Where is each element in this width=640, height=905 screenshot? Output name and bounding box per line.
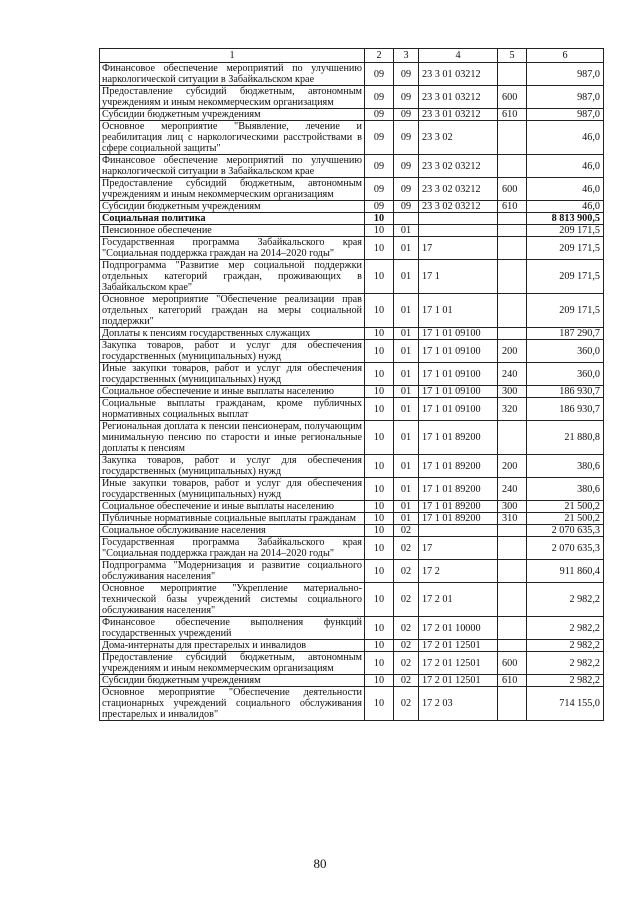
cell-section: 09 — [365, 121, 394, 155]
table-row — [100, 155, 604, 178]
cell-section: 10 — [365, 294, 394, 328]
cell-amount: 987,0 — [527, 63, 604, 86]
cell-target-article: 23 3 02 03212 — [419, 201, 498, 213]
cell-amount: 209 171,5 — [527, 260, 604, 294]
table-row — [100, 501, 604, 513]
cell-amount: 714 155,0 — [527, 687, 604, 721]
cell-amount: 46,0 — [527, 178, 604, 201]
cell-amount: 46,0 — [527, 155, 604, 178]
cell-name: Иные закупки товаров, работ и услуг для обеспечения государственных (муниципальных) нужд — [100, 363, 365, 386]
cell-expense-type — [498, 225, 527, 237]
cell-section: 10 — [365, 478, 394, 501]
table-header-row — [100, 49, 604, 63]
cell-name: Основное мероприятие "Обеспечение реализации прав отдельных категорий граждан на меры социальной поддержки" — [100, 294, 365, 328]
cell-section: 09 — [365, 63, 394, 86]
cell-expense-type: 300 — [498, 386, 527, 398]
table-row — [100, 537, 604, 560]
cell-section: 10 — [365, 652, 394, 675]
cell-amount: 987,0 — [527, 109, 604, 121]
header-cell-6: 6 — [527, 49, 604, 63]
cell-name: Социальное обслуживание населения — [100, 525, 365, 537]
cell-name: Социальные выплаты гражданам, кроме публичных нормативных социальных выплат — [100, 398, 365, 421]
table-row — [100, 201, 604, 213]
table-row — [100, 617, 604, 640]
cell-subsection: 01 — [394, 398, 419, 421]
cell-expense-type: 240 — [498, 478, 527, 501]
cell-section: 10 — [365, 525, 394, 537]
cell-target-article — [419, 225, 498, 237]
cell-subsection: 01 — [394, 260, 419, 294]
cell-subsection: 01 — [394, 501, 419, 513]
cell-amount: 2 982,2 — [527, 617, 604, 640]
cell-name: Предоставление субсидий бюджетным, автономным учреждениям и иным некоммерческим организациям — [100, 178, 365, 201]
cell-section: 10 — [365, 640, 394, 652]
cell-name: Иные закупки товаров, работ и услуг для обеспечения государственных (муниципальных) нужд — [100, 478, 365, 501]
cell-name: Социальное обеспечение и иные выплаты населению — [100, 501, 365, 513]
table-row — [100, 178, 604, 201]
cell-target-article: 23 3 01 03212 — [419, 63, 498, 86]
cell-target-article: 17 1 01 89200 — [419, 501, 498, 513]
cell-amount: 209 171,5 — [527, 237, 604, 260]
cell-target-article: 17 1 01 89200 — [419, 513, 498, 525]
cell-section: 10 — [365, 421, 394, 455]
cell-expense-type: 610 — [498, 201, 527, 213]
cell-amount: 2 982,2 — [527, 583, 604, 617]
cell-subsection: 09 — [394, 178, 419, 201]
cell-target-article: 17 1 — [419, 260, 498, 294]
cell-name: Основное мероприятие "Укрепление материально-технической базы учреждений системы социального обслуживания населения" — [100, 583, 365, 617]
cell-amount: 911 860,4 — [527, 560, 604, 583]
cell-amount: 8 813 900,5 — [527, 213, 604, 225]
cell-target-article: 17 1 01 09100 — [419, 328, 498, 340]
cell-section: 10 — [365, 537, 394, 560]
table-row — [100, 213, 604, 225]
cell-subsection: 09 — [394, 201, 419, 213]
table-row — [100, 421, 604, 455]
cell-target-article: 17 2 01 12501 — [419, 675, 498, 687]
cell-amount: 2 070 635,3 — [527, 537, 604, 560]
cell-section: 09 — [365, 155, 394, 178]
cell-section: 10 — [365, 398, 394, 421]
cell-target-article: 17 1 01 09100 — [419, 363, 498, 386]
cell-target-article: 17 2 01 10000 — [419, 617, 498, 640]
cell-target-article: 17 2 03 — [419, 687, 498, 721]
cell-expense-type — [498, 294, 527, 328]
cell-expense-type — [498, 121, 527, 155]
cell-amount: 380,6 — [527, 478, 604, 501]
cell-name: Подпрограмма "Развитие мер социальной поддержки отдельных категорий граждан, проживающих в Забайкальском крае" — [100, 260, 365, 294]
cell-expense-type: 610 — [498, 675, 527, 687]
cell-name: Предоставление субсидий бюджетным, автономным учреждениям и иным некоммерческим организациям — [100, 652, 365, 675]
cell-target-article: 17 1 01 89200 — [419, 421, 498, 455]
cell-expense-type — [498, 525, 527, 537]
cell-name: Подпрограмма "Модернизация и развитие социального обслуживания населения" — [100, 560, 365, 583]
cell-name: Закупка товаров, работ и услуг для обеспечения государственных (муниципальных) нужд — [100, 455, 365, 478]
cell-name: Дома-интернаты для престарелых и инвалидов — [100, 640, 365, 652]
cell-name: Субсидии бюджетным учреждениям — [100, 201, 365, 213]
cell-expense-type — [498, 537, 527, 560]
cell-name: Региональная доплата к пенсии пенсионерам, получающим минимальную пенсию по старости и иные региональные доплаты к пенсиям — [100, 421, 365, 455]
cell-target-article: 23 3 01 03212 — [419, 86, 498, 109]
cell-amount: 186 930,7 — [527, 386, 604, 398]
cell-expense-type — [498, 583, 527, 617]
cell-name: Финансовое обеспечение мероприятий по улучшению наркологической ситуации в Забайкальском крае — [100, 155, 365, 178]
table-row — [100, 398, 604, 421]
table-row — [100, 260, 604, 294]
table-body — [100, 49, 604, 721]
cell-subsection: 02 — [394, 652, 419, 675]
cell-amount: 209 171,5 — [527, 225, 604, 237]
cell-subsection: 09 — [394, 121, 419, 155]
cell-subsection — [394, 213, 419, 225]
cell-name: Пенсионное обеспечение — [100, 225, 365, 237]
cell-name: Социальная политика — [100, 213, 365, 225]
table-row — [100, 121, 604, 155]
cell-expense-type — [498, 328, 527, 340]
cell-expense-type — [498, 687, 527, 721]
cell-amount: 360,0 — [527, 363, 604, 386]
table-row — [100, 513, 604, 525]
cell-subsection: 02 — [394, 560, 419, 583]
header-cell-2: 2 — [365, 49, 394, 63]
cell-name: Финансовое обеспечение мероприятий по улучшению наркологической ситуации в Забайкальском крае — [100, 63, 365, 86]
table-row — [100, 225, 604, 237]
table-row — [100, 525, 604, 537]
cell-section: 10 — [365, 340, 394, 363]
cell-subsection: 01 — [394, 421, 419, 455]
cell-subsection: 02 — [394, 617, 419, 640]
cell-subsection: 02 — [394, 525, 419, 537]
cell-target-article: 23 3 02 03212 — [419, 178, 498, 201]
cell-subsection: 02 — [394, 583, 419, 617]
cell-expense-type: 300 — [498, 501, 527, 513]
cell-expense-type: 240 — [498, 363, 527, 386]
cell-amount: 2 982,2 — [527, 640, 604, 652]
cell-expense-type — [498, 260, 527, 294]
table-row — [100, 363, 604, 386]
cell-name: Государственная программа Забайкальского края "Социальная поддержка граждан на 2014–2020 годы" — [100, 237, 365, 260]
cell-subsection: 09 — [394, 155, 419, 178]
cell-section: 10 — [365, 363, 394, 386]
table-row — [100, 328, 604, 340]
cell-target-article: 23 3 02 — [419, 121, 498, 155]
cell-amount: 380,6 — [527, 455, 604, 478]
cell-subsection: 01 — [394, 340, 419, 363]
cell-amount: 186 930,7 — [527, 398, 604, 421]
table-row — [100, 478, 604, 501]
cell-section: 10 — [365, 687, 394, 721]
cell-name: Основное мероприятие "Обеспечение деятельности стационарных учреждений социального обслуживания престарелых и инвалидов" — [100, 687, 365, 721]
cell-name: Основное мероприятие "Выявление, лечение и реабилитация лиц с наркологическими расстройствами в сфере социальной защиты" — [100, 121, 365, 155]
page-number: 80 — [313, 856, 327, 871]
cell-section: 10 — [365, 237, 394, 260]
table-row — [100, 237, 604, 260]
cell-target-article: 17 — [419, 237, 498, 260]
cell-amount: 21 500,2 — [527, 513, 604, 525]
cell-expense-type — [498, 237, 527, 260]
header-cell-5: 5 — [498, 49, 527, 63]
table-row — [100, 86, 604, 109]
cell-name: Предоставление субсидий бюджетным, автономным учреждениям и иным некоммерческим организациям — [100, 86, 365, 109]
cell-expense-type — [498, 213, 527, 225]
cell-amount: 987,0 — [527, 86, 604, 109]
cell-target-article: 17 — [419, 537, 498, 560]
cell-target-article: 17 2 01 12501 — [419, 652, 498, 675]
cell-section: 10 — [365, 501, 394, 513]
header-cell-4: 4 — [419, 49, 498, 63]
cell-name: Субсидии бюджетным учреждениям — [100, 675, 365, 687]
cell-expense-type — [498, 560, 527, 583]
cell-expense-type — [498, 155, 527, 178]
table-row — [100, 675, 604, 687]
cell-subsection: 01 — [394, 455, 419, 478]
cell-section: 10 — [365, 213, 394, 225]
cell-section: 10 — [365, 455, 394, 478]
cell-section: 10 — [365, 617, 394, 640]
table-row — [100, 63, 604, 86]
cell-subsection: 02 — [394, 537, 419, 560]
cell-name: Публичные нормативные социальные выплаты гражданам — [100, 513, 365, 525]
cell-section: 10 — [365, 583, 394, 617]
cell-subsection: 02 — [394, 640, 419, 652]
table-row — [100, 687, 604, 721]
cell-expense-type: 600 — [498, 86, 527, 109]
cell-section: 10 — [365, 675, 394, 687]
cell-section: 09 — [365, 201, 394, 213]
cell-expense-type — [498, 640, 527, 652]
cell-target-article: 23 3 02 03212 — [419, 155, 498, 178]
table-row — [100, 652, 604, 675]
cell-amount: 46,0 — [527, 121, 604, 155]
cell-amount: 209 171,5 — [527, 294, 604, 328]
table-row — [100, 455, 604, 478]
cell-amount: 360,0 — [527, 340, 604, 363]
cell-expense-type: 600 — [498, 178, 527, 201]
budget-table — [99, 48, 604, 721]
cell-section: 10 — [365, 225, 394, 237]
cell-subsection: 01 — [394, 225, 419, 237]
cell-amount: 2 070 635,3 — [527, 525, 604, 537]
cell-amount: 46,0 — [527, 201, 604, 213]
cell-amount: 2 982,2 — [527, 675, 604, 687]
cell-amount: 21 880,8 — [527, 421, 604, 455]
cell-expense-type: 610 — [498, 109, 527, 121]
cell-section: 10 — [365, 328, 394, 340]
cell-target-article: 23 3 01 03212 — [419, 109, 498, 121]
cell-subsection: 09 — [394, 63, 419, 86]
cell-subsection: 01 — [394, 237, 419, 260]
cell-target-article: 17 1 01 — [419, 294, 498, 328]
cell-section: 10 — [365, 513, 394, 525]
cell-subsection: 01 — [394, 478, 419, 501]
cell-amount: 21 500,2 — [527, 501, 604, 513]
cell-expense-type — [498, 617, 527, 640]
cell-expense-type: 320 — [498, 398, 527, 421]
cell-section: 09 — [365, 178, 394, 201]
table-row — [100, 340, 604, 363]
cell-target-article: 17 1 01 89200 — [419, 478, 498, 501]
cell-section: 10 — [365, 260, 394, 294]
cell-name: Доплаты к пенсиям государственных служащих — [100, 328, 365, 340]
cell-expense-type: 200 — [498, 340, 527, 363]
cell-expense-type: 200 — [498, 455, 527, 478]
table-row — [100, 109, 604, 121]
table-row — [100, 560, 604, 583]
cell-subsection: 01 — [394, 386, 419, 398]
cell-amount: 187 290,7 — [527, 328, 604, 340]
cell-name: Закупка товаров, работ и услуг для обеспечения государственных (муниципальных) нужд — [100, 340, 365, 363]
cell-target-article: 17 1 01 89200 — [419, 455, 498, 478]
cell-subsection: 01 — [394, 294, 419, 328]
table-row — [100, 386, 604, 398]
cell-name: Государственная программа Забайкальского края "Социальная поддержка граждан на 2014–2020 годы" — [100, 537, 365, 560]
cell-expense-type: 310 — [498, 513, 527, 525]
header-cell-1: 1 — [100, 49, 365, 63]
cell-name: Финансовое обеспечение выполнения функций государственных учреждений — [100, 617, 365, 640]
cell-target-article: 17 1 01 09100 — [419, 398, 498, 421]
cell-subsection: 01 — [394, 363, 419, 386]
cell-subsection: 01 — [394, 328, 419, 340]
cell-amount: 2 982,2 — [527, 652, 604, 675]
cell-name: Социальное обеспечение и иные выплаты населению — [100, 386, 365, 398]
cell-section: 10 — [365, 386, 394, 398]
table-row — [100, 583, 604, 617]
cell-subsection: 01 — [394, 513, 419, 525]
cell-section: 09 — [365, 86, 394, 109]
table-row — [100, 640, 604, 652]
cell-target-article: 17 2 — [419, 560, 498, 583]
cell-expense-type — [498, 421, 527, 455]
header-cell-3: 3 — [394, 49, 419, 63]
cell-target-article — [419, 525, 498, 537]
cell-expense-type — [498, 63, 527, 86]
cell-target-article: 17 1 01 09100 — [419, 386, 498, 398]
cell-target-article: 17 1 01 09100 — [419, 340, 498, 363]
cell-target-article: 17 2 01 — [419, 583, 498, 617]
cell-target-article: 17 2 01 12501 — [419, 640, 498, 652]
cell-subsection: 09 — [394, 109, 419, 121]
cell-subsection: 02 — [394, 687, 419, 721]
cell-section: 10 — [365, 560, 394, 583]
cell-name: Субсидии бюджетным учреждениям — [100, 109, 365, 121]
table-row — [100, 294, 604, 328]
cell-target-article — [419, 213, 498, 225]
cell-expense-type: 600 — [498, 652, 527, 675]
cell-subsection: 02 — [394, 675, 419, 687]
cell-section: 09 — [365, 109, 394, 121]
cell-subsection: 09 — [394, 86, 419, 109]
